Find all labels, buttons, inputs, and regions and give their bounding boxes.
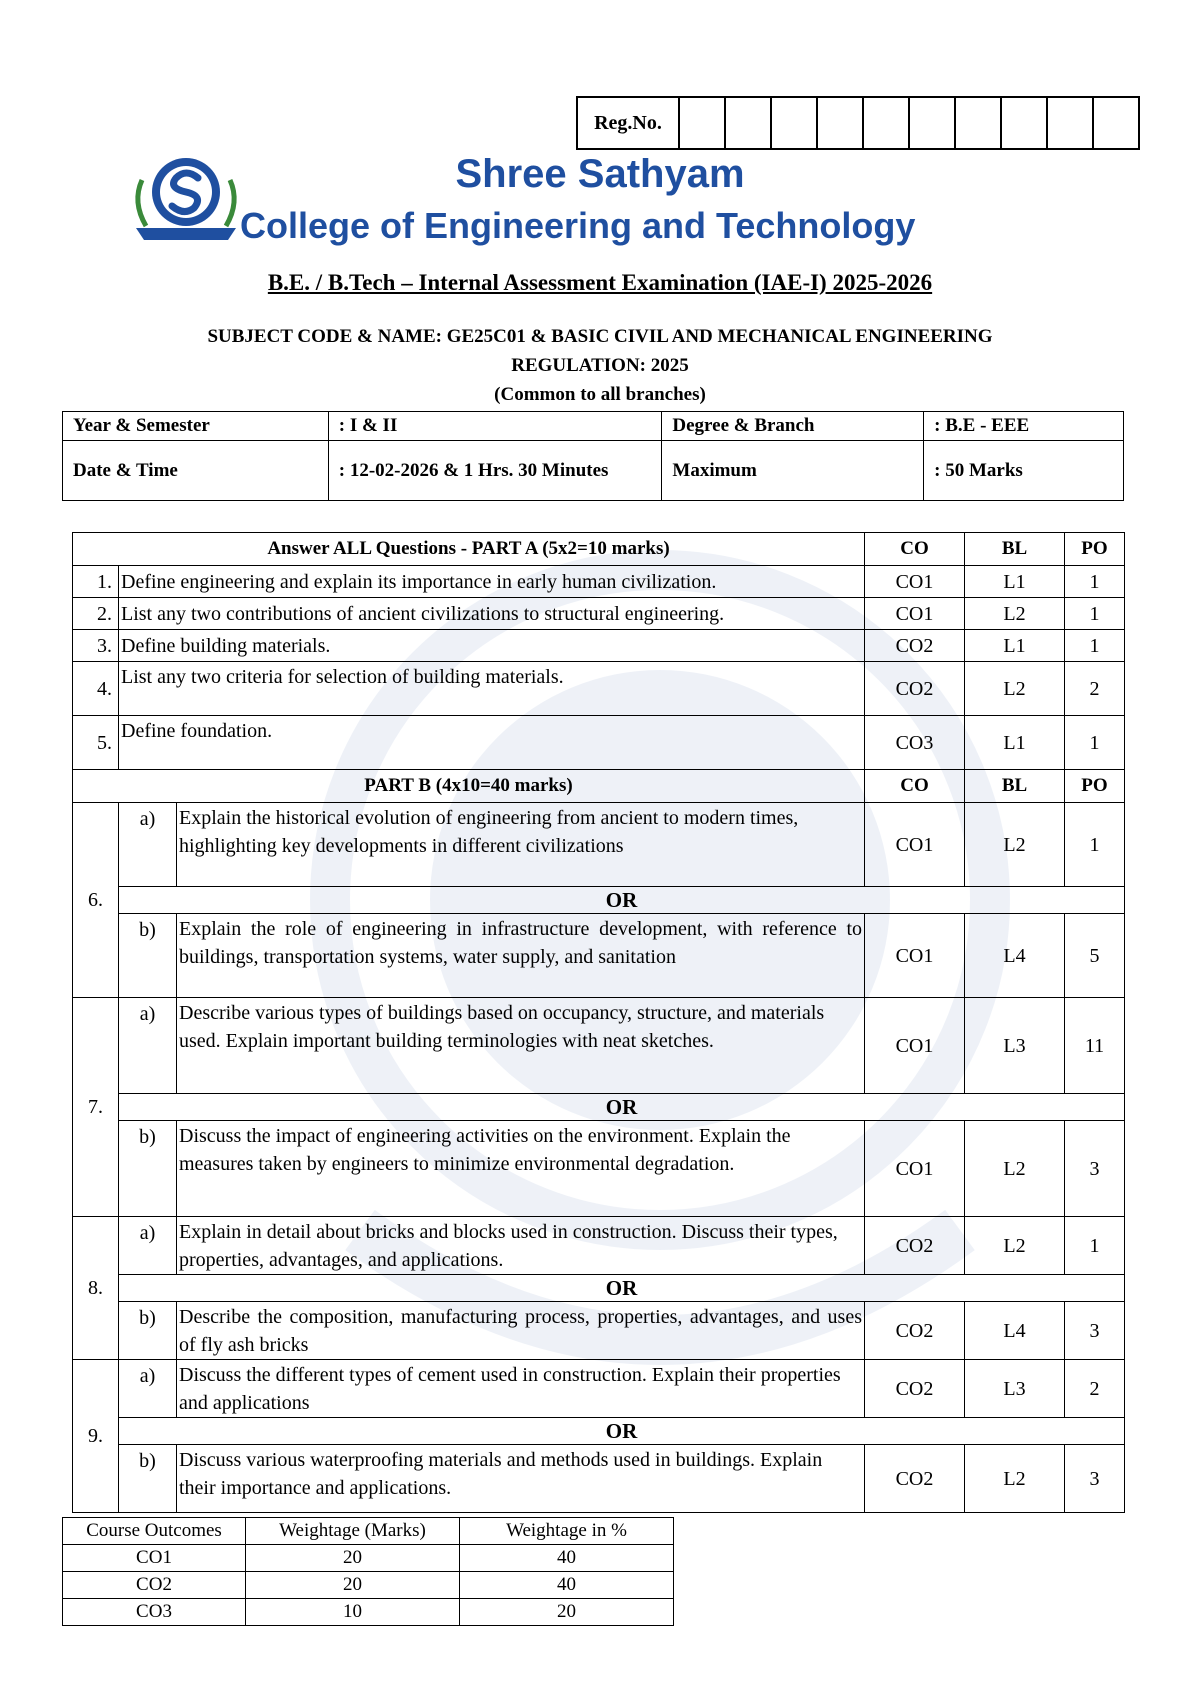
question-co: CO1 — [865, 803, 965, 887]
question-text: Define foundation. — [119, 716, 865, 770]
question-bl: L2 — [965, 1445, 1065, 1513]
question-bl: L2 — [965, 1217, 1065, 1275]
question-bl: L2 — [965, 598, 1065, 630]
question-number: 4. — [73, 662, 119, 716]
question-bl: L2 — [965, 662, 1065, 716]
degree-branch-value: : B.E - EEE — [924, 412, 1124, 441]
col-bl-header: BL — [965, 533, 1065, 566]
question-text: Explain the role of engineering in infrastructure development, with reference to buildings, transportation systems, water supply, and sanitation — [177, 914, 865, 998]
question-po: 3 — [1065, 1445, 1125, 1513]
question-bl: L4 — [965, 914, 1065, 998]
question-co: CO1 — [865, 914, 965, 998]
question-number: 2. — [73, 598, 119, 630]
option-label: a) — [119, 1360, 177, 1418]
table-cell: 40 — [460, 1545, 674, 1572]
part-b-question-row — [73, 1121, 1125, 1217]
reg-no-digit-box[interactable] — [1001, 97, 1047, 149]
part-b-question-row — [73, 1302, 1125, 1360]
question-text: Discuss various waterproofing materials and methods used in buildings. Explain their importance and applications. — [177, 1445, 865, 1513]
questions-table — [72, 532, 1125, 1513]
reg-no-digit-box[interactable] — [817, 97, 863, 149]
question-bl: L1 — [965, 630, 1065, 662]
question-po: 11 — [1065, 998, 1125, 1094]
reg-no-digit-box[interactable] — [909, 97, 955, 149]
table-cell: 20 — [246, 1545, 460, 1572]
degree-branch-label: Degree & Branch — [662, 412, 924, 441]
question-text: Define engineering and explain its importance in early human civilization. — [119, 566, 865, 598]
part-a-question-row — [73, 630, 1125, 662]
reg-no-digit-box[interactable] — [863, 97, 909, 149]
or-separator: OR — [119, 1418, 1125, 1445]
question-text: Describe the composition, manufacturing process, properties, advantages, and uses of fly ash bricks — [177, 1302, 865, 1360]
question-co: CO2 — [865, 1360, 965, 1418]
question-co: CO2 — [865, 1217, 965, 1275]
question-number: 7. — [73, 998, 119, 1217]
option-label: b) — [119, 1302, 177, 1360]
question-number: 5. — [73, 716, 119, 770]
table-cell: 40 — [460, 1572, 674, 1599]
or-separator: OR — [119, 887, 1125, 914]
part-b-question-row — [73, 803, 1125, 887]
or-separator: OR — [119, 1275, 1125, 1302]
table-header-cell: Weightage in % — [460, 1518, 674, 1545]
reg-no-digit-box[interactable] — [771, 97, 817, 149]
col-co-header: CO — [865, 770, 965, 803]
table-row — [63, 1572, 674, 1599]
question-co: CO3 — [865, 716, 965, 770]
question-po: 3 — [1065, 1121, 1125, 1217]
question-co: CO2 — [865, 630, 965, 662]
question-po: 1 — [1065, 598, 1125, 630]
table-cell: 20 — [246, 1572, 460, 1599]
part-b-heading: PART B (4x10=40 marks) — [73, 770, 865, 803]
question-co: CO2 — [865, 1302, 965, 1360]
reg-no-digit-box[interactable] — [725, 97, 771, 149]
college-name-secondary: College of Engineering and Technology — [240, 205, 916, 246]
question-number: 9. — [73, 1360, 119, 1513]
question-co: CO2 — [865, 1445, 965, 1513]
part-a-question-row — [73, 598, 1125, 630]
reg-no-digit-box[interactable] — [679, 97, 725, 149]
option-label: b) — [119, 1121, 177, 1217]
part-a-question-row — [73, 716, 1125, 770]
question-po: 2 — [1065, 1360, 1125, 1418]
year-semester-value: : I & II — [328, 412, 662, 441]
question-po: 2 — [1065, 662, 1125, 716]
table-cell: 20 — [460, 1599, 674, 1626]
question-po: 3 — [1065, 1302, 1125, 1360]
question-number: 6. — [73, 803, 119, 998]
table-row — [63, 1545, 674, 1572]
question-text: Discuss the different types of cement used in construction. Explain their properties and applications — [177, 1360, 865, 1418]
option-label: a) — [119, 998, 177, 1094]
table-header-cell: Course Outcomes — [63, 1518, 246, 1545]
col-bl-header: BL — [965, 770, 1065, 803]
question-number: 3. — [73, 630, 119, 662]
maximum-label: Maximum — [662, 441, 924, 501]
question-co: CO1 — [865, 598, 965, 630]
reg-no-label: Reg.No. — [577, 97, 679, 149]
question-po: 1 — [1065, 1217, 1125, 1275]
question-co: CO2 — [865, 662, 965, 716]
option-label: b) — [119, 1445, 177, 1513]
question-text: List any two criteria for selection of building materials. — [119, 662, 865, 716]
table-cell: CO3 — [63, 1599, 246, 1626]
common-line: (Common to all branches) — [494, 384, 706, 405]
course-outcome-weightage-table — [62, 1517, 674, 1626]
question-bl: L3 — [965, 998, 1065, 1094]
part-b-question-row — [73, 914, 1125, 998]
exam-title: B.E. / B.Tech – Internal Assessment Examination (IAE-I) 2025-2026 — [267, 270, 933, 295]
part-b-question-row — [73, 1445, 1125, 1513]
table-cell: CO2 — [63, 1572, 246, 1599]
option-label: a) — [119, 803, 177, 887]
question-text: Define building materials. — [119, 630, 865, 662]
question-bl: L1 — [965, 566, 1065, 598]
regulation-line: REGULATION: 2025 — [511, 355, 689, 376]
question-bl: L4 — [965, 1302, 1065, 1360]
reg-no-box — [576, 96, 1140, 150]
option-label: b) — [119, 914, 177, 998]
question-po: 1 — [1065, 716, 1125, 770]
question-po: 1 — [1065, 630, 1125, 662]
part-b-question-row — [73, 1217, 1125, 1275]
question-bl: L3 — [965, 1360, 1065, 1418]
part-a-question-row — [73, 662, 1125, 716]
year-semester-label: Year & Semester — [63, 412, 329, 441]
col-po-header: PO — [1065, 770, 1125, 803]
question-bl: L2 — [965, 1121, 1065, 1217]
question-text: Discuss the impact of engineering activities on the environment. Explain the measures taken by engineers to minimize environmental degradation. — [177, 1121, 865, 1217]
question-po: 1 — [1065, 803, 1125, 887]
table-header-cell: Weightage (Marks) — [246, 1518, 460, 1545]
reg-no-digit-box[interactable] — [955, 97, 1001, 149]
reg-no-digit-box[interactable] — [1093, 97, 1139, 149]
col-co-header: CO — [865, 533, 965, 566]
subject-line: SUBJECT CODE & NAME: GE25C01 & BASIC CIVIL AND MECHANICAL ENGINEERING — [207, 326, 993, 347]
date-time-label: Date & Time — [63, 441, 329, 501]
part-a-question-row — [73, 566, 1125, 598]
question-po: 1 — [1065, 566, 1125, 598]
question-number: 8. — [73, 1217, 119, 1360]
or-separator: OR — [119, 1094, 1125, 1121]
question-text: List any two contributions of ancient civilizations to structural engineering. — [119, 598, 865, 630]
exam-info-table — [62, 411, 1124, 501]
option-label: a) — [119, 1217, 177, 1275]
question-number: 1. — [73, 566, 119, 598]
table-cell: CO1 — [63, 1545, 246, 1572]
part-b-question-row — [73, 1360, 1125, 1418]
question-bl: L2 — [965, 803, 1065, 887]
table-cell: 10 — [246, 1599, 460, 1626]
part-b-question-row — [73, 998, 1125, 1094]
question-text: Describe various types of buildings based on occupancy, structure, and materials used. Explain important building terminologies with neat sketches. — [177, 998, 865, 1094]
reg-no-digit-box[interactable] — [1047, 97, 1093, 149]
maximum-value: : 50 Marks — [924, 441, 1124, 501]
question-co: CO1 — [865, 998, 965, 1094]
college-name-primary: Shree Sathyam — [455, 152, 745, 196]
question-text: Explain the historical evolution of engineering from ancient to modern times, highlighting key developments in different civilizations — [177, 803, 865, 887]
table-row — [63, 1599, 674, 1626]
table-header-row — [63, 1518, 674, 1545]
question-bl: L1 — [965, 716, 1065, 770]
col-po-header: PO — [1065, 533, 1125, 566]
part-a-heading: Answer ALL Questions - PART A (5x2=10 marks) — [73, 533, 865, 566]
date-time-value: : 12-02-2026 & 1 Hrs. 30 Minutes — [328, 441, 662, 501]
question-po: 5 — [1065, 914, 1125, 998]
question-co: CO1 — [865, 566, 965, 598]
question-co: CO1 — [865, 1121, 965, 1217]
question-text: Explain in detail about bricks and blocks used in construction. Discuss their types, properties, advantages, and applications. — [177, 1217, 865, 1275]
